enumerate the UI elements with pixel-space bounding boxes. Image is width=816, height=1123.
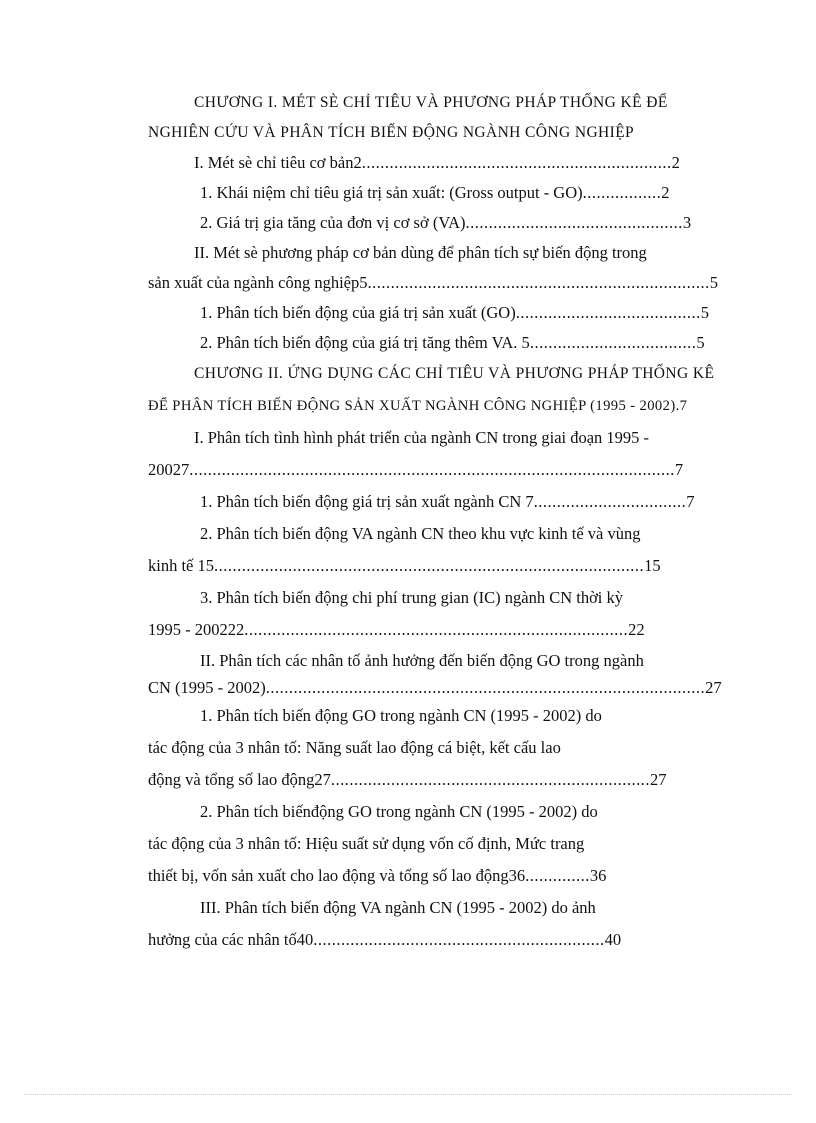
toc-entry-title: I. Mét sè chỉ tiêu cơ bản2 <box>194 153 362 172</box>
toc-leader: ................. <box>582 183 662 202</box>
table-of-contents <box>148 88 728 956</box>
toc-chapter-2-line-2: ĐỂ PHÂN TÍCH BIẾN ĐỘNG SẢN XUẤT NGÀNH CÔNG NGHIỆP (1995 - 2002).7 <box>148 398 688 414</box>
toc-chapter-1-line-1: CHƯƠNG I. MÉT SÈ CHỈ TIÊU VÀ PHƯƠNG PHÁP THỐNG KÊ ĐỂ <box>194 94 668 111</box>
toc-entry[interactable] <box>148 614 728 646</box>
toc-entry[interactable] <box>148 298 728 328</box>
toc-entry-line[interactable]: II. Mét sè phương pháp cơ bản dùng để phân tích sự biến động trong <box>194 243 647 262</box>
toc-entry-line[interactable]: 1. Phân tích biến động GO trong ngành CN (1995 - 2002) do <box>200 706 602 725</box>
toc-entry-title: 2. Giá trị gia tăng của đơn vị cơ sở (VA) <box>200 213 466 232</box>
toc-entry-title: thiết bị, vốn sản xuất cho lao động và tổng số lao động36 <box>148 866 526 885</box>
toc-leader: ................................................................... <box>361 153 672 172</box>
toc-entry-line[interactable]: I. Phân tích tình hình phát triển của ngành CN trong giai đoạn 1995 - <box>194 428 650 447</box>
toc-leader: .................................... <box>529 333 697 352</box>
toc-entry-title: 20027 <box>148 460 190 479</box>
toc-entry-title: kinh tế 15 <box>148 556 214 575</box>
toc-page-number: 40 <box>604 930 622 949</box>
toc-entry-line[interactable]: 2. Phân tích biếnđộng GO trong ngành CN (1995 - 2002) do <box>200 802 598 821</box>
toc-leader: ................................................................................... <box>244 620 629 639</box>
toc-leader: .......................................................................... <box>367 273 710 292</box>
toc-leader: ............................................... <box>465 213 683 232</box>
toc-entry-title: 1. Phân tích biến động của giá trị sản xuất (GO) <box>200 303 516 322</box>
page-footer-rule <box>24 1094 792 1095</box>
toc-page-number: 36 <box>589 866 607 885</box>
toc-leader: ............................................................................................. <box>214 556 645 575</box>
toc-entry[interactable] <box>148 860 728 892</box>
toc-entry-title: 2. Phân tích biến động của giá trị tăng thêm VA. 5 <box>200 333 530 352</box>
toc-entry-title: 1. Khái niệm chỉ tiêu giá trị sản xuất: (Gross output - GO) <box>200 183 583 202</box>
toc-page-number: 5 <box>696 333 705 352</box>
toc-leader: ............................................................................................... <box>265 678 706 697</box>
toc-entry[interactable] <box>148 486 728 518</box>
toc-page-number: 22 <box>628 620 645 639</box>
toc-entry-title: hưởng của các nhân tố40 <box>148 930 314 949</box>
toc-entry-title: 1995 - 200222 <box>148 620 245 639</box>
toc-entry-title: 1. Phân tích biến động giá trị sản xuất ngành CN 7 <box>200 492 534 511</box>
toc-leader: ..................................................................... <box>330 770 650 789</box>
toc-leader: ......................................................................................................... <box>189 460 675 479</box>
toc-leader: ........................................ <box>515 303 701 322</box>
toc-leader: ................................. <box>533 492 687 511</box>
toc-page-number: 2 <box>671 153 680 172</box>
toc-entry-line[interactable]: tác động của 3 nhân tố: Năng suất lao động cá biệt, kết cấu lao <box>148 738 561 757</box>
toc-entry-title: sản xuất của ngành công nghiệp5 <box>148 273 368 292</box>
toc-page-number: 27 <box>650 770 667 789</box>
toc-chapter-1-line-2: NGHIÊN CỨU VÀ PHÂN TÍCH BIẾN ĐỘNG NGÀNH CÔNG NGHIỆP <box>148 124 635 141</box>
toc-entry-title: động và tổng số lao động27 <box>148 770 331 789</box>
toc-entry[interactable] <box>148 328 728 358</box>
toc-page-number: 5 <box>709 273 718 292</box>
toc-entry-line[interactable]: III. Phân tích biến động VA ngành CN (1995 - 2002) do ảnh <box>200 898 596 917</box>
toc-entry[interactable] <box>148 550 728 582</box>
toc-entry[interactable] <box>148 764 728 796</box>
toc-page-number: 27 <box>705 678 722 697</box>
toc-page-number: 3 <box>682 213 692 232</box>
toc-entry-line[interactable]: 3. Phân tích biến động chi phí trung gian (IC) ngành CN thời kỳ <box>200 588 624 607</box>
toc-page-number: 7 <box>686 492 695 511</box>
toc-entry[interactable] <box>148 208 728 238</box>
toc-entry-line[interactable]: II. Phân tích các nhân tố ảnh hưởng đến biến động GO trong ngành <box>200 651 644 670</box>
toc-chapter-2-line-1: CHƯƠNG II. ỨNG DỤNG CÁC CHỈ TIÊU VÀ PHƯƠNG PHÁP THỐNG KÊ <box>194 365 715 382</box>
toc-entry-line[interactable]: 2. Phân tích biến động VA ngành CN theo khu vực kinh tế và vùng <box>200 524 641 543</box>
toc-entry[interactable] <box>148 148 728 178</box>
toc-entry[interactable] <box>148 454 728 486</box>
toc-leader: .............. <box>525 866 590 885</box>
toc-entry[interactable] <box>148 924 728 956</box>
toc-leader: ............................................................... <box>313 930 605 949</box>
toc-entry-title: CN (1995 - 2002) <box>148 678 266 697</box>
toc-entry[interactable] <box>148 268 728 298</box>
toc-entry-line[interactable]: tác động của 3 nhân tố: Hiệu suất sử dụng vốn cố định, Mức trang <box>148 834 585 853</box>
toc-page-number: 7 <box>674 460 684 479</box>
toc-page-number: 2 <box>661 183 670 202</box>
toc-page-number: 15 <box>644 556 661 575</box>
toc-page-number: 5 <box>700 303 709 322</box>
toc-entry[interactable] <box>148 676 728 700</box>
toc-entry[interactable] <box>148 178 728 208</box>
